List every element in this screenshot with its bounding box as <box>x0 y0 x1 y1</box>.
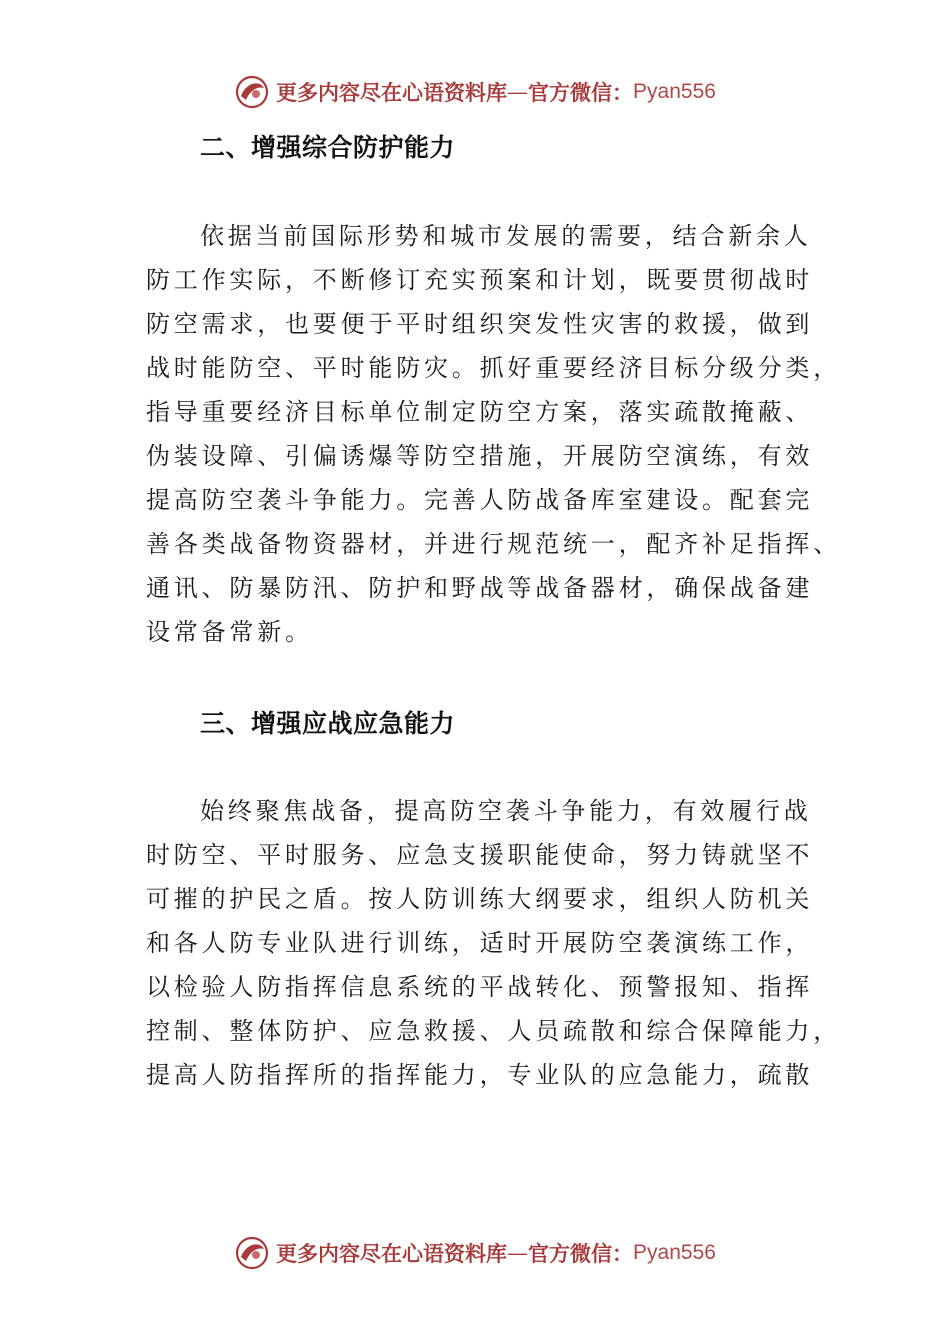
watermark-contact-label: 官方微信： <box>528 80 634 105</box>
watermark-separator: — <box>507 80 529 104</box>
paragraph-line: 防空需求，也要便于平时组织突发性灾害的救援，做到 <box>146 310 814 338</box>
watermark-contact-label: 官方微信： <box>528 1241 634 1266</box>
watermark-brand-text: 更多内容尽在心语资料库 <box>276 80 508 105</box>
paragraph-line: 时防空、平时服务、应急支援职能使命，努力铸就坚不 <box>146 841 814 869</box>
paragraph-line: 提高人防指挥所的指挥能力，专业队的应急能力，疏散 <box>146 1061 814 1089</box>
paragraph-line: 善各类战备物资器材，并进行规范统一，配齐补足指挥、 <box>146 530 841 558</box>
paragraph-line: 和各人防专业队进行训练，适时开展防空袭演练工作， <box>146 929 814 957</box>
paragraph-line: 依据当前国际形势和城市发展的需要，结合新余人 <box>200 222 812 250</box>
paragraph-line: 设常备常新。 <box>146 618 313 646</box>
paragraph-line: 防工作实际，不断修订充实预案和计划，既要贯彻战时 <box>146 266 814 294</box>
watermark-contact-id: Pyan556 <box>633 80 716 103</box>
paragraph-line: 提高防空袭斗争能力。完善人防战备库室建设。配套完 <box>146 486 814 514</box>
section-heading-readiness: 三、增强应战应急能力 <box>200 709 456 738</box>
paragraph-line: 指导重要经济目标单位制定防空方案，落实疏散掩蔽、 <box>146 398 814 426</box>
paragraph-line: 可摧的护民之盾。按人防训练大纲要求，组织人防机关 <box>146 885 814 913</box>
watermark-footer <box>0 1233 950 1273</box>
section-heading-protection: 二、增强综合防护能力 <box>200 133 456 162</box>
paragraph-line: 始终聚焦战备，提高防空袭斗争能力，有效履行战 <box>200 797 812 825</box>
section-paragraph-readiness <box>146 789 841 1097</box>
watermark-separator: — <box>507 1241 529 1265</box>
watermark-contact-id: Pyan556 <box>633 1241 716 1264</box>
paragraph-line: 通讯、防暴防汛、防护和野战等战备器材，确保战备建 <box>146 574 814 602</box>
watermark-brand-text: 更多内容尽在心语资料库 <box>276 1241 508 1266</box>
paragraph-line: 以检验人防指挥信息系统的平战转化、预警报知、指挥 <box>146 973 814 1001</box>
watermark-header <box>0 72 950 112</box>
section-paragraph-protection <box>146 214 841 654</box>
paragraph-line: 控制、整体防护、应急救援、人员疏散和综合保障能力， <box>146 1017 841 1045</box>
brand-logo-icon <box>234 1235 270 1271</box>
paragraph-line: 战时能防空、平时能防灾。抓好重要经济目标分级分类， <box>146 354 841 382</box>
paragraph-line: 伪装设障、引偏诱爆等防空措施，开展防空演练，有效 <box>146 442 814 470</box>
brand-logo-icon <box>234 74 270 110</box>
